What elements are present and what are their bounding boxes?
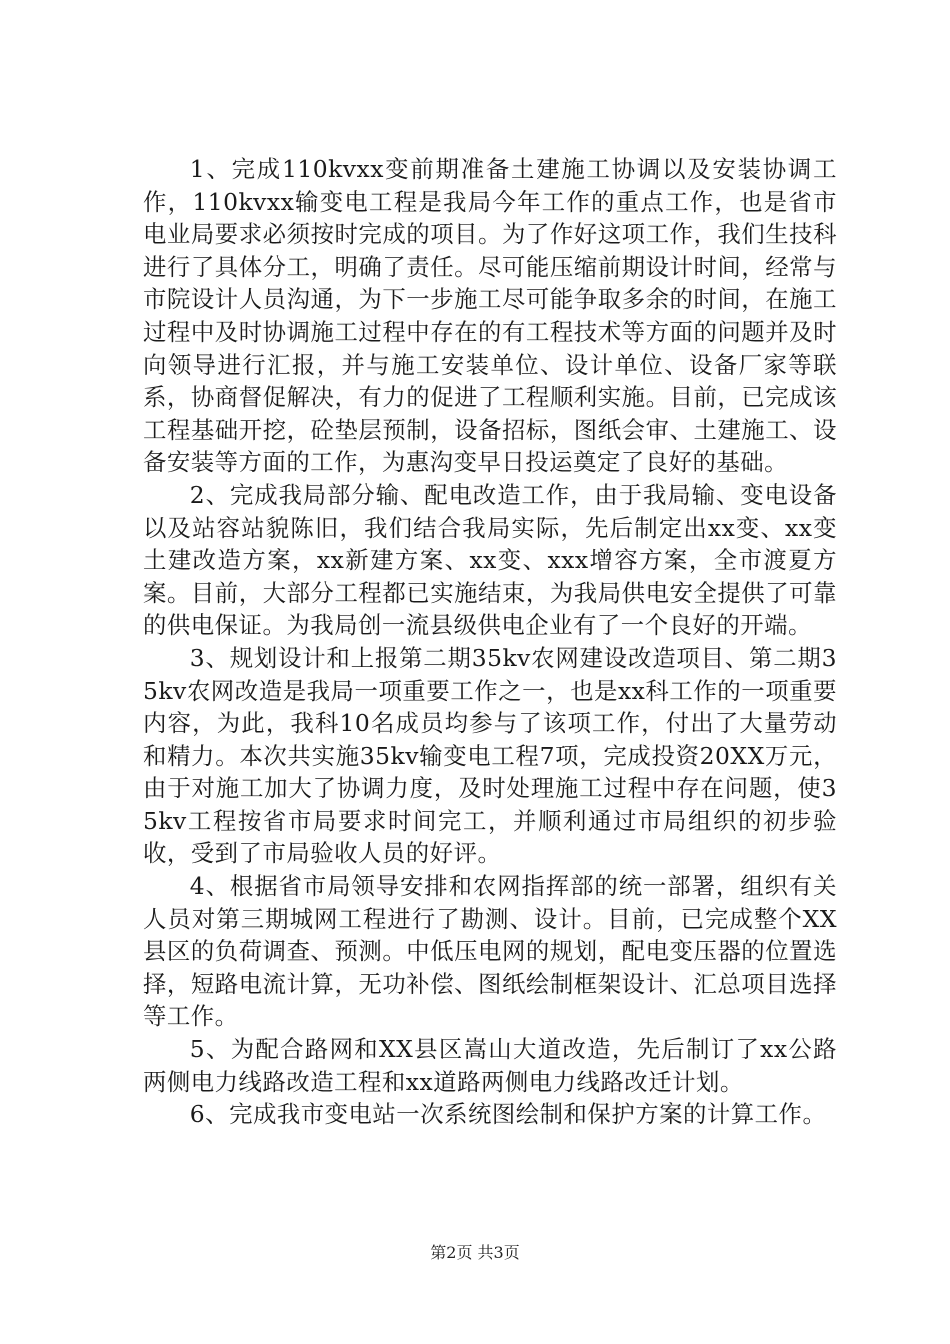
paragraph-5: 5、为配合路网和XX县区嵩山大道改造，先后制订了xx公路两侧电力线路改造工程和xx道路两侧电力线路改迁计划。 xyxy=(143,1035,837,1096)
paragraph-6: 6、完成我市变电站一次系统图绘制和保护方案的计算工作。 xyxy=(189,1100,827,1129)
document-body xyxy=(143,153,837,1131)
paragraph-3: 3、规划设计和上报第二期35kv农网建设改造项目、第二期35kv农网改造是我局一项重要工作之一，也是xx科工作的一项重要内容，为此，我科10名成员均参与了该项工作，付出了大量劳动和精力。本次共实施35kv输变电工程7项，完成投资20XX万元，由于对施工加大了协调力度，及时处理施工过程中存在问题，使35kv工程按省市局要求时间完工，并顺利通过市局组织的初步验收，受到了市局验收人员的好评。 xyxy=(143,643,837,868)
paragraph-2: 2、完成我局部分输、配电改造工作，由于我局输、变电设备以及站容站貌陈旧，我们结合我局实际，先后制定出xx变、xx变土建改造方案，xx新建方案、xx变、xxx增容方案，全市渡夏方案。目前，大部分工程都已实施结束，为我局供电安全提供了可靠的供电保证。为我局创一流县级供电企业有了一个良好的开端。 xyxy=(143,480,837,640)
paragraph-1: 1、完成110kvxx变前期准备土建施工协调以及安装协调工作，110kvxx输变电工程是我局今年工作的重点工作，也是省市电业局要求必须按时完成的项目。为了作好这项工作，我们生技科进行了具体分工，明确了责任。尽可能压缩前期设计时间，经常与市院设计人员沟通，为下一步施工尽可能争取多余的时间，在施工过程中及时协调施工过程中存在的有工程技术等方面的问题并及时向领导进行汇报，并与施工安装单位、设计单位、设备厂家等联系，协商督促解决，有力的促进了工程顺利实施。目前，已完成该工程基础开挖，砼垫层预制，设备招标，图纸会审、土建施工、设备安装等方面的工作，为惠沟变早日投运奠定了良好的基础。 xyxy=(143,155,837,477)
page-number-footer: 第2页 共3页 xyxy=(430,1243,520,1262)
paragraph-4: 4、根据省市局领导安排和农网指挥部的统一部署，组织有关人员对第三期城网工程进行了勘测、设计。目前，已完成整个XX县区的负荷调查、预测。中低压电网的规划，配电变压器的位置选择，短路电流计算，无功补偿、图纸绘制框架设计、汇总项目选择等工作。 xyxy=(143,872,837,1031)
